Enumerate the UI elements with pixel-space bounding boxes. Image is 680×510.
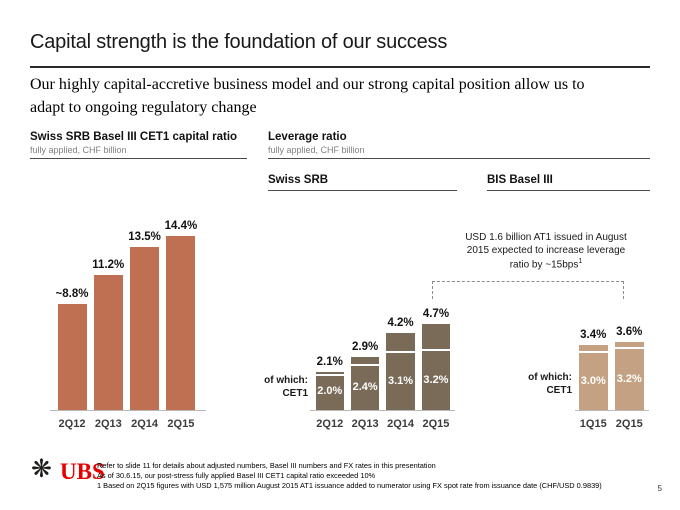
bar	[422, 324, 451, 410]
bar-cet1-label: 3.1%	[388, 374, 414, 387]
bar-value-label: 3.4%	[580, 329, 607, 342]
title-divider	[30, 66, 650, 68]
bar-cet1-label: 3.0%	[580, 374, 606, 387]
bar	[166, 236, 195, 410]
x-tick-label: 2Q12	[58, 418, 86, 430]
bar-cet1-label: 3.2%	[616, 372, 642, 385]
ubs-keys-icon: ❋	[31, 455, 52, 483]
bar-cet1-label: 2.0%	[317, 384, 343, 397]
bar	[386, 333, 415, 410]
annotation-line-3: ratio by ~15bps$^1$	[509, 258, 583, 271]
group-title-bis-basel: BIS Basel III	[487, 174, 553, 186]
footnotes	[97, 461, 663, 492]
bar-value-label: 4.2%	[387, 317, 414, 330]
x-tick-label: 2Q15	[615, 418, 643, 430]
left-panel-title: Swiss SRB Basel III CET1 capital ratio	[30, 131, 238, 143]
bar	[58, 304, 87, 410]
ubs-logo: UBS	[60, 459, 105, 484]
bar-segment-separator	[386, 351, 415, 353]
bar	[94, 275, 123, 410]
at1-annotation	[428, 231, 664, 271]
bar-segment-separator	[579, 351, 608, 353]
bar-value-label: 3.6%	[616, 325, 643, 338]
x-axis-bis-leverage-chart	[575, 410, 649, 411]
x-tick-label: 2Q14	[387, 418, 414, 430]
bar-value-label: 13.5%	[128, 231, 161, 244]
x-axis-cet1-chart	[50, 410, 206, 411]
bar-value-label: 11.2%	[92, 259, 125, 272]
right-panel-title: Leverage ratio	[268, 131, 347, 143]
of-which-cet1-label-swiss: of which: CET1	[264, 375, 308, 399]
bar-segment-separator	[316, 374, 345, 376]
bar-value-label: 2.1%	[316, 355, 343, 368]
group-divider-bis-basel	[487, 190, 650, 191]
bar	[130, 247, 159, 410]
footnote-line-1: Refer to slide 11 for details about adjusted numbers, Basel III numbers and FX rates in this presentation	[97, 461, 436, 470]
bar-value-label: ~8.8%	[55, 287, 89, 300]
bar-value-label: 14.4%	[164, 220, 198, 233]
group-title-swiss-srb: Swiss SRB	[268, 174, 329, 186]
x-tick-label: 1Q15	[579, 418, 607, 430]
page-number: 5	[657, 484, 662, 493]
footnote-line-2: As of 30.6.15, our post-stress fully applied Basel III CET1 capital ratio exceeded 10%	[97, 471, 376, 481]
x-tick-label: 2Q12	[316, 418, 344, 430]
subtitle-line-2: adapt to ongoing regulatory change	[30, 98, 257, 116]
annotation-line-2: 2015 expected to increase leverage	[466, 245, 626, 256]
left-panel-subtitle: fully applied, CHF billion	[30, 145, 127, 155]
bar-segment-separator	[422, 349, 451, 351]
dashed-bracket	[432, 281, 624, 299]
x-tick-label: 2Q14	[131, 418, 159, 430]
left-panel-divider	[30, 158, 247, 159]
annotation-footnote-marker: 1	[578, 258, 583, 265]
x-tick-label: 2Q15	[167, 418, 195, 430]
right-panel-subtitle: fully applied, CHF billion	[268, 145, 365, 155]
annotation-line-1: USD 1.6 billion AT1 issued in August	[465, 232, 627, 243]
bar-cet1-label: 2.4%	[352, 381, 378, 394]
right-panel-divider	[268, 158, 650, 159]
group-divider-swiss-srb	[268, 190, 457, 191]
x-axis-swiss-leverage-chart	[310, 410, 455, 411]
subtitle-line-1: Our highly capital-accretive business model and our strong capital position allow us to	[30, 76, 585, 93]
bar-value-label: 2.9%	[352, 340, 379, 353]
x-tick-label: 2Q13	[351, 418, 379, 430]
footnote-line-3: 1 Based on 2Q15 figures with USD 1,575 million August 2015 AT1 issuance added to numerator using FX spot rate from issuance date (CHF/USD 0.9839)	[97, 481, 602, 491]
x-tick-label: 2Q15	[422, 418, 450, 430]
of-which-cet1-label-bis: of which: CET1	[528, 372, 572, 396]
page-title: Capital strength is the foundation of our success	[30, 31, 448, 53]
x-tick-label: 2Q13	[94, 418, 122, 430]
bar-cet1-label: 3.2%	[423, 373, 449, 386]
bar-segment-separator	[615, 347, 644, 349]
slide-subtitle	[30, 74, 654, 119]
bar-segment-separator	[351, 364, 380, 366]
bar-value-label: 4.7%	[422, 307, 450, 320]
